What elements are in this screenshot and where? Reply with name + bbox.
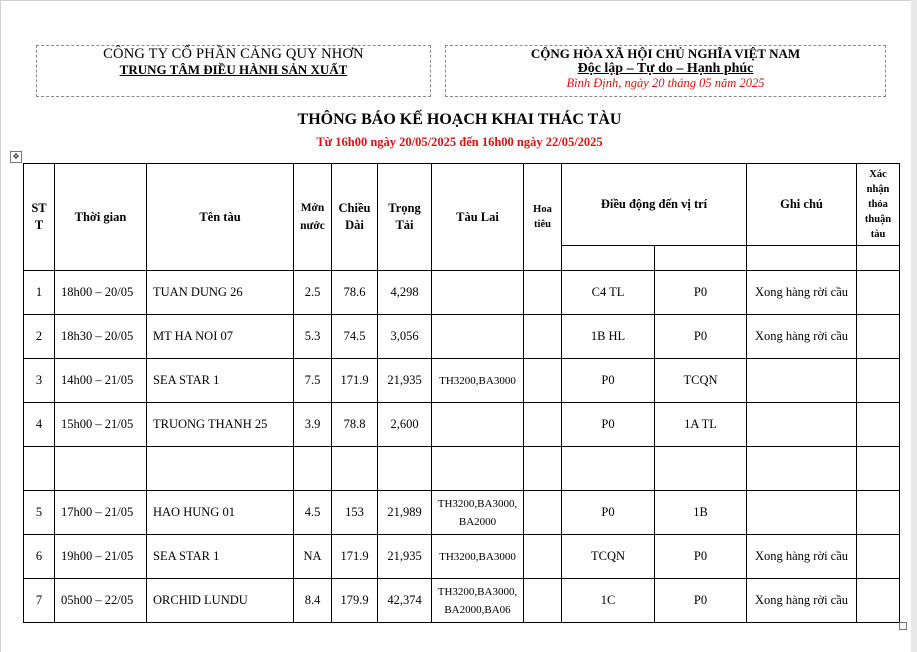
cell-length: 179.9 xyxy=(332,579,378,623)
cell-ship: MT HA NOI 07 xyxy=(147,315,294,359)
cell-length: 153 xyxy=(332,491,378,535)
cell-draft: 4.5 xyxy=(294,491,332,535)
cell-ship: ORCHID LUNDU xyxy=(147,579,294,623)
cell-time: 17h00 – 21/05 xyxy=(55,491,147,535)
cell-to xyxy=(655,447,747,491)
subheader-to xyxy=(655,246,747,271)
cell-ship: SEA STAR 1 xyxy=(147,359,294,403)
cell-length: 171.9 xyxy=(332,535,378,579)
cell-time: 19h00 – 21/05 xyxy=(55,535,147,579)
table-row xyxy=(24,359,900,403)
header-confirm: Xác nhận thỏa thuận tàu xyxy=(857,164,900,246)
cell-time xyxy=(55,447,147,491)
cell-note: Xong hàng rời cầu xyxy=(747,271,857,315)
cell-draft: 8.4 xyxy=(294,579,332,623)
motto xyxy=(446,61,885,76)
cell-confirm xyxy=(857,579,900,623)
cell-tonnage xyxy=(378,447,432,491)
cell-time: 15h00 – 21/05 xyxy=(55,403,147,447)
table-row xyxy=(24,535,900,579)
department-name-text: TRUNG TÂM ĐIỀU HÀNH SẢN XUẤT xyxy=(119,62,348,77)
cell-to: P0 xyxy=(655,535,747,579)
cell-stt: 1 xyxy=(24,271,55,315)
cell-ship: HAO HUNG 01 xyxy=(147,491,294,535)
cell-tug xyxy=(432,315,524,359)
cell-draft xyxy=(294,447,332,491)
cell-confirm xyxy=(857,447,900,491)
header-note: Ghi chú xyxy=(747,164,857,246)
cell-draft: 7.5 xyxy=(294,359,332,403)
cell-stt: 5 xyxy=(24,491,55,535)
header-ship: Tên tàu xyxy=(147,164,294,271)
cell-tug xyxy=(432,403,524,447)
cell-draft: 2.5 xyxy=(294,271,332,315)
cell-pilot xyxy=(524,579,562,623)
company-header-box xyxy=(36,45,431,97)
cell-tug: TH3200,BA3000 xyxy=(432,535,524,579)
table-row xyxy=(24,271,900,315)
cell-tonnage: 21,989 xyxy=(378,491,432,535)
cell-tonnage: 4,298 xyxy=(378,271,432,315)
cell-ship: TRUONG THANH 25 xyxy=(147,403,294,447)
header-draft: Mớn nước xyxy=(294,164,332,271)
header-tonnage: Trọng Tải xyxy=(378,164,432,271)
cell-note: Xong hàng rời cầu xyxy=(747,315,857,359)
table-row xyxy=(24,579,900,623)
document-title: THÔNG BÁO KẾ HOẠCH KHAI THÁC TÀU xyxy=(297,111,622,128)
cell-length: 78.8 xyxy=(332,403,378,447)
cell-confirm xyxy=(857,359,900,403)
cell-length: 78.6 xyxy=(332,271,378,315)
cell-pilot xyxy=(524,535,562,579)
cell-note xyxy=(747,491,857,535)
cell-note xyxy=(747,359,857,403)
cell-confirm xyxy=(857,535,900,579)
cell-confirm xyxy=(857,403,900,447)
cell-tug: TH3200,BA3000 xyxy=(432,359,524,403)
cell-pilot xyxy=(524,447,562,491)
cell-time: 05h00 – 22/05 xyxy=(55,579,147,623)
place-date: Bình Định, ngày 20 tháng 05 năm 2025 xyxy=(566,76,765,90)
cell-from: P0 xyxy=(562,359,655,403)
header-time: Thời gian xyxy=(55,164,147,271)
cell-pilot xyxy=(524,315,562,359)
cell-tug xyxy=(432,447,524,491)
company-name: CÔNG TY CỔ PHẦN CẢNG QUY NHƠN xyxy=(103,46,364,62)
cell-note: Xong hàng rời cầu xyxy=(747,579,857,623)
cell-note xyxy=(747,403,857,447)
header-movement: Điều động đến vị trí xyxy=(562,164,747,246)
cell-confirm xyxy=(857,315,900,359)
cell-tug: TH3200,BA3000, BA2000,BA06 xyxy=(432,579,524,623)
cell-confirm xyxy=(857,271,900,315)
cell-pilot xyxy=(524,271,562,315)
cell-to: 1A TL xyxy=(655,403,747,447)
cell-stt: 7 xyxy=(24,579,55,623)
cell-tonnage: 3,056 xyxy=(378,315,432,359)
cell-time: 14h00 – 21/05 xyxy=(55,359,147,403)
table-row xyxy=(24,491,900,535)
cell-to: P0 xyxy=(655,579,747,623)
cell-length: 74.5 xyxy=(332,315,378,359)
cell-confirm xyxy=(857,491,900,535)
subheader-note xyxy=(747,246,857,271)
table-row xyxy=(24,315,900,359)
cell-stt: 6 xyxy=(24,535,55,579)
cell-time: 18h00 – 20/05 xyxy=(55,271,147,315)
cell-pilot xyxy=(524,403,562,447)
cell-tonnage: 21,935 xyxy=(378,535,432,579)
cell-from: P0 xyxy=(562,491,655,535)
nation-name: CỘNG HÒA XÃ HỘI CHỦ NGHĨA VIỆT NAM xyxy=(530,46,801,61)
resize-square-icon[interactable] xyxy=(899,622,907,630)
cell-ship: TUAN DUNG 26 xyxy=(147,271,294,315)
header-length: Chiều Dài xyxy=(332,164,378,271)
motto-text: Độc lập – Tự do – Hạnh phúc xyxy=(577,61,754,76)
cell-tonnage: 42,374 xyxy=(378,579,432,623)
cell-to: P0 xyxy=(655,315,747,359)
move-cross-icon[interactable]: ✥ xyxy=(10,151,22,163)
cell-ship xyxy=(147,447,294,491)
cell-to: 1B xyxy=(655,491,747,535)
cell-pilot xyxy=(524,491,562,535)
header-pilot: Hoa tiêu xyxy=(524,164,562,271)
cell-note xyxy=(747,447,857,491)
cell-tonnage: 2,600 xyxy=(378,403,432,447)
cell-from: C4 TL xyxy=(562,271,655,315)
cell-draft: 3.9 xyxy=(294,403,332,447)
ship-plan-table xyxy=(23,163,900,623)
table-row xyxy=(24,447,900,491)
cell-to: TCQN xyxy=(655,359,747,403)
cell-note: Xong hàng rời cầu xyxy=(747,535,857,579)
cell-ship: SEA STAR 1 xyxy=(147,535,294,579)
cell-from: 1B HL xyxy=(562,315,655,359)
cell-to: P0 xyxy=(655,271,747,315)
document-subtitle: Từ 16h00 ngày 20/05/2025 đến 16h00 ngày 22/05/2025 xyxy=(316,135,603,149)
cell-stt xyxy=(24,447,55,491)
cell-stt: 3 xyxy=(24,359,55,403)
cell-from: 1C xyxy=(562,579,655,623)
table-header-row xyxy=(24,164,900,246)
header-tug: Tàu Lai xyxy=(432,164,524,271)
cell-stt: 2 xyxy=(24,315,55,359)
table-row xyxy=(24,403,900,447)
cell-tug: TH3200,BA3000, BA2000 xyxy=(432,491,524,535)
header-stt: STT xyxy=(24,164,55,271)
cell-draft: NA xyxy=(294,535,332,579)
subheader-from xyxy=(562,246,655,271)
cell-from: P0 xyxy=(562,403,655,447)
national-header-box xyxy=(445,45,886,97)
cell-time: 18h30 – 20/05 xyxy=(55,315,147,359)
cell-length: 171.9 xyxy=(332,359,378,403)
cell-from: TCQN xyxy=(562,535,655,579)
cell-tonnage: 21,935 xyxy=(378,359,432,403)
cell-draft: 5.3 xyxy=(294,315,332,359)
subheader-confirm xyxy=(857,246,900,271)
cell-pilot xyxy=(524,359,562,403)
cell-from xyxy=(562,447,655,491)
cell-length xyxy=(332,447,378,491)
cell-tug xyxy=(432,271,524,315)
cell-stt: 4 xyxy=(24,403,55,447)
department-name xyxy=(37,62,430,77)
